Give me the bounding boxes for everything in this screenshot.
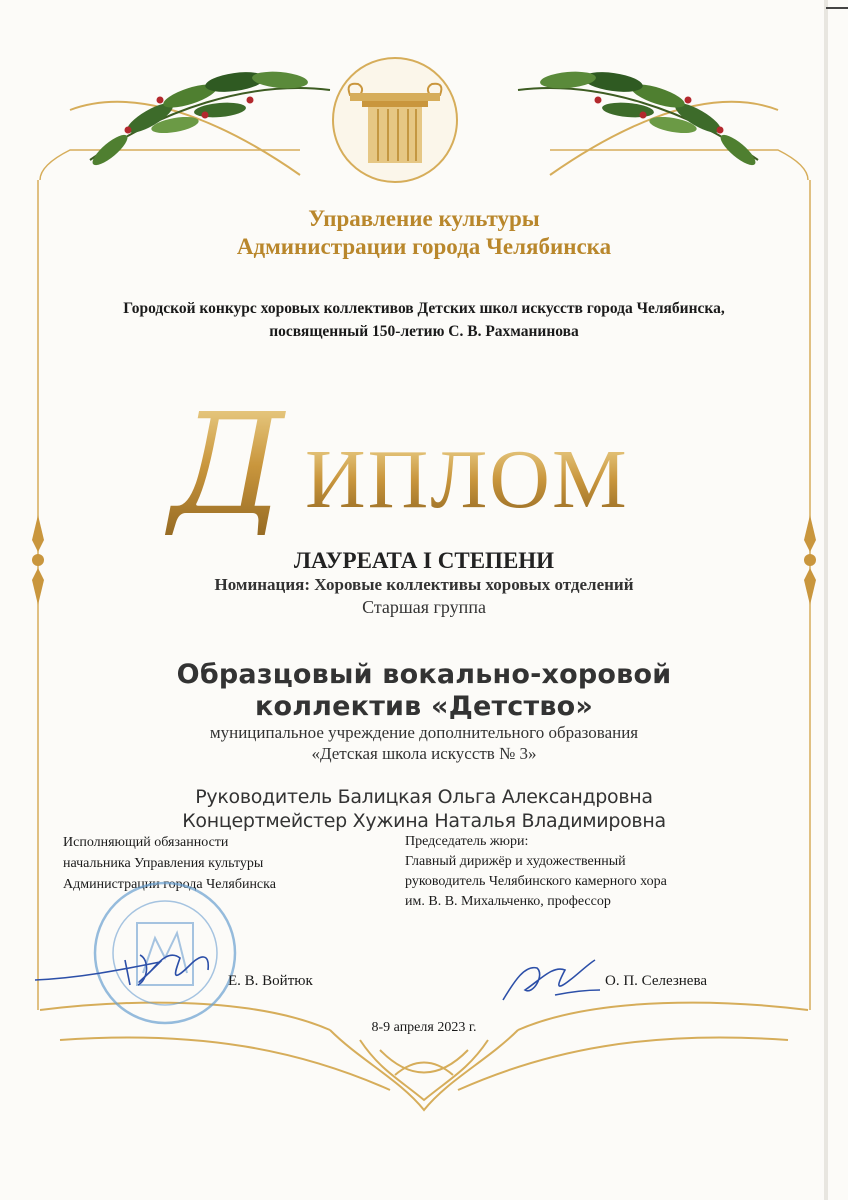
event-date: 8-9 апреля 2023 г. — [371, 1020, 477, 1035]
left-signatory-line3: Администрации города Челябинска — [63, 877, 276, 892]
right-signatory-name: О. П. Селезнева — [605, 973, 707, 989]
laureate-degree: ЛАУРЕАТА I СТЕПЕНИ — [293, 548, 555, 573]
contest-line2: посвященный 150-летию С. В. Рахманинова — [269, 323, 579, 340]
left-signatory-line1: Исполняющий обязанности — [63, 835, 229, 850]
organization-line2: Администрации города Челябинска — [236, 234, 612, 259]
right-signature — [495, 950, 605, 1010]
institution-line2: «Детская школа искусств № 3» — [311, 744, 537, 763]
institution-line1: муниципальное учреждение дополнительного образования — [209, 723, 639, 742]
contest-line1: Городской конкурс хоровых коллективов Детских школ искусств города Челябинска, — [123, 300, 725, 317]
diploma-word-rest: ИПЛОМ — [305, 433, 629, 526]
diploma-title — [150, 395, 710, 535]
right-signatory-line1: Председатель жюри: — [405, 834, 529, 849]
left-signatory-name: Е. В. Войтюк — [228, 973, 313, 989]
accompanist: Концертмейстер Хужина Наталья Владимировна — [182, 810, 666, 832]
laurel-left — [89, 69, 330, 170]
diploma-initial-letter: Д — [170, 395, 284, 535]
organization-line1: Управление культуры — [308, 206, 540, 231]
column-emblem-icon — [333, 58, 457, 182]
collective-name-line2: коллектив «Детство» — [254, 691, 594, 722]
right-signatory-line4: им. В. В. Михальченко, профессор — [405, 894, 611, 909]
right-signatory-block — [405, 832, 745, 912]
collective-name-line1: Образцовый вокально-хоровой — [176, 659, 672, 690]
right-signatory-line2: Главный дирижёр и художественный — [405, 854, 626, 869]
nomination: Номинация: Хоровые коллективы хоровых отделений — [214, 575, 634, 594]
left-signatory-line2: начальника Управления культуры — [63, 856, 264, 871]
left-signature — [30, 930, 240, 1000]
age-group: Старшая группа — [362, 597, 486, 617]
right-signatory-line3: руководитель Челябинского камерного хора — [405, 874, 667, 889]
laurel-right — [518, 69, 759, 170]
leader: Руководитель Балицкая Ольга Александровна — [195, 786, 653, 808]
